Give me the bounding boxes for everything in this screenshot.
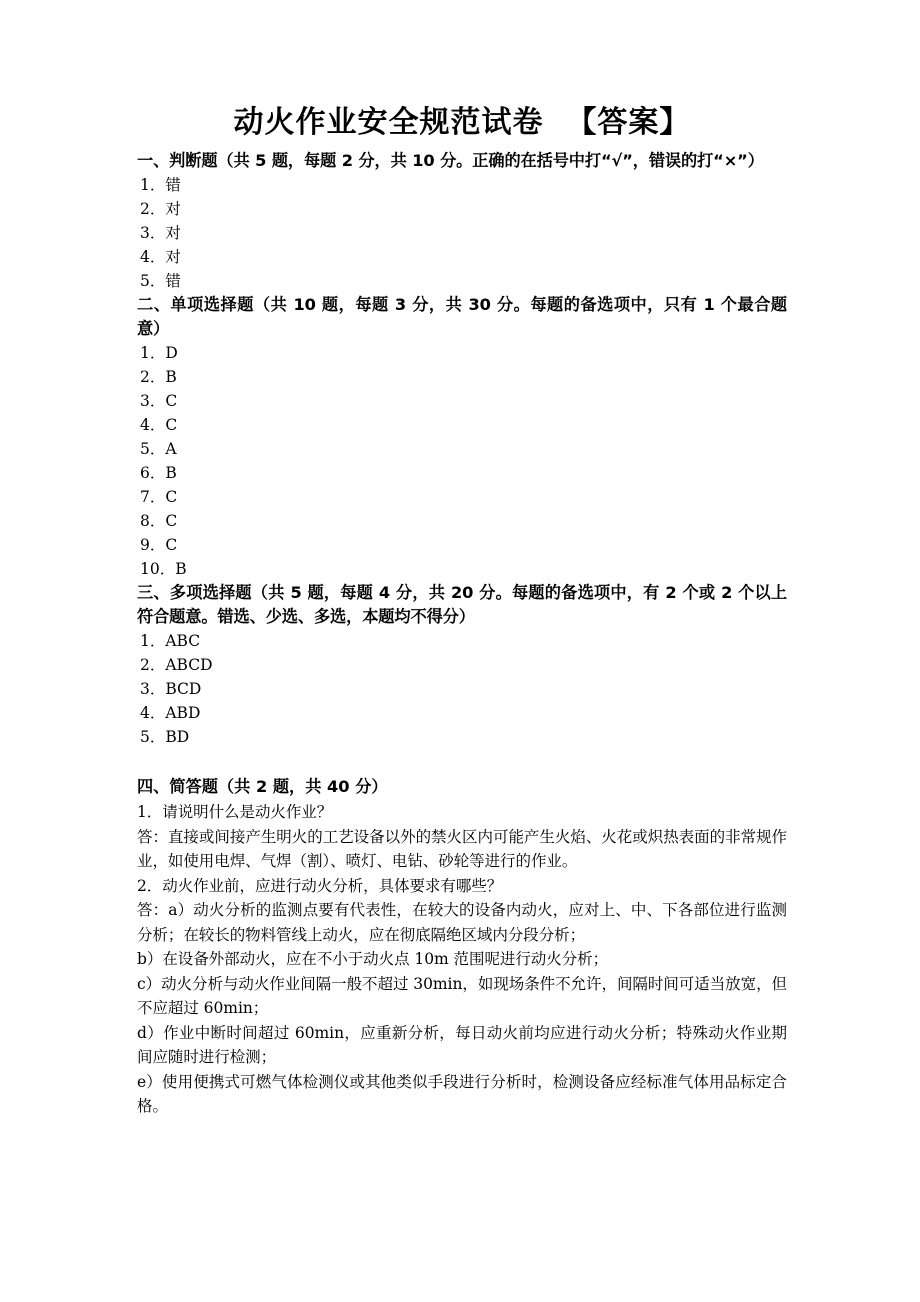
question-answer-part: 答：a）动火分析的监测点要有代表性，在较大的设备内动火，应对上、中、下各部位进行监测分析；在较长的物料管线上动火，应在彻底隔绝区域内分段分析； (137, 901, 787, 944)
answer-item: 2．ABCD (140, 656, 213, 674)
answer-item: 6．B (140, 464, 177, 482)
answer-item: 3．BCD (140, 680, 202, 698)
answer-item: 5．错 (140, 272, 181, 290)
question-answer-part: b）在设备外部动火，应在不小于动火点 10m 范围呢进行动火分析； (137, 950, 609, 968)
section-heading-multi-choice: 三、多项选择题（共 5 题，每题 4 分，共 20 分。每题的备选项中，有 2 个或 2 个以上符合题意。错选、少选、多选，本题均不得分） (137, 583, 787, 626)
page-title: 动火作业安全规范试卷 【答案】 (233, 105, 691, 140)
answer-item: 4．对 (140, 248, 181, 266)
answer-item: 7．C (140, 488, 178, 506)
section-heading-single-choice: 二、单项选择题（共 10 题，每题 3 分，共 30 分。每题的备选项中，只有 1 个最合题意） (137, 295, 787, 338)
answer-item: 5．A (140, 440, 177, 458)
document-body (137, 0, 787, 1119)
answer-item: 2．B (140, 368, 177, 386)
answer-item: 8．C (140, 512, 178, 530)
answer-item: 1．D (140, 344, 178, 362)
question-answer-part: d）作业中断时间超过 60min，应重新分析，每日动火前均应进行动火分析；特殊动火作业期间应随时进行检测； (137, 1023, 787, 1066)
section-heading-judgement: 一、判断题（共 5 题，每题 2 分，共 10 分。正确的在括号中打“√”，错误的打“×”） (137, 151, 764, 170)
answer-item: 3．C (140, 392, 178, 410)
answer-item: 4．C (140, 416, 178, 434)
question-answer: 答：直接或间接产生明火的工艺设备以外的禁火区内可能产生火焰、火花或炽热表面的非常规作业，如使用电焊、气焊（割）、喷灯、电钻、砂轮等进行的作业。 (137, 827, 787, 870)
answer-item: 1．ABC (140, 632, 201, 650)
question-answer-part: c）动火分析与动火作业间隔一般不超过 30min，如现场条件不允许，间隔时间可适当放宽，但不应超过 60min； (137, 974, 787, 1017)
answer-item: 3．对 (140, 224, 181, 242)
answer-item: 9．C (140, 536, 178, 554)
answer-item: 2．对 (140, 200, 181, 218)
question-prompt: 2．动火作业前，应进行动火分析，具体要求有哪些？ (137, 876, 503, 895)
section-heading-short-answer: 四、简答题（共 2 题，共 40 分） (137, 777, 388, 796)
answer-item: 4．ABD (140, 704, 201, 722)
question-prompt: 1．请说明什么是动火作业？ (137, 803, 333, 821)
answer-item: 5．BD (140, 728, 190, 746)
question-answer-part: e）使用便携式可燃气体检测仪或其他类似手段进行分析时，检测设备应经标准气体用品标定合格。 (137, 1072, 787, 1115)
answer-item: 10．B (140, 560, 187, 578)
answer-item: 1．错 (140, 176, 181, 194)
section-spacer (137, 749, 787, 774)
